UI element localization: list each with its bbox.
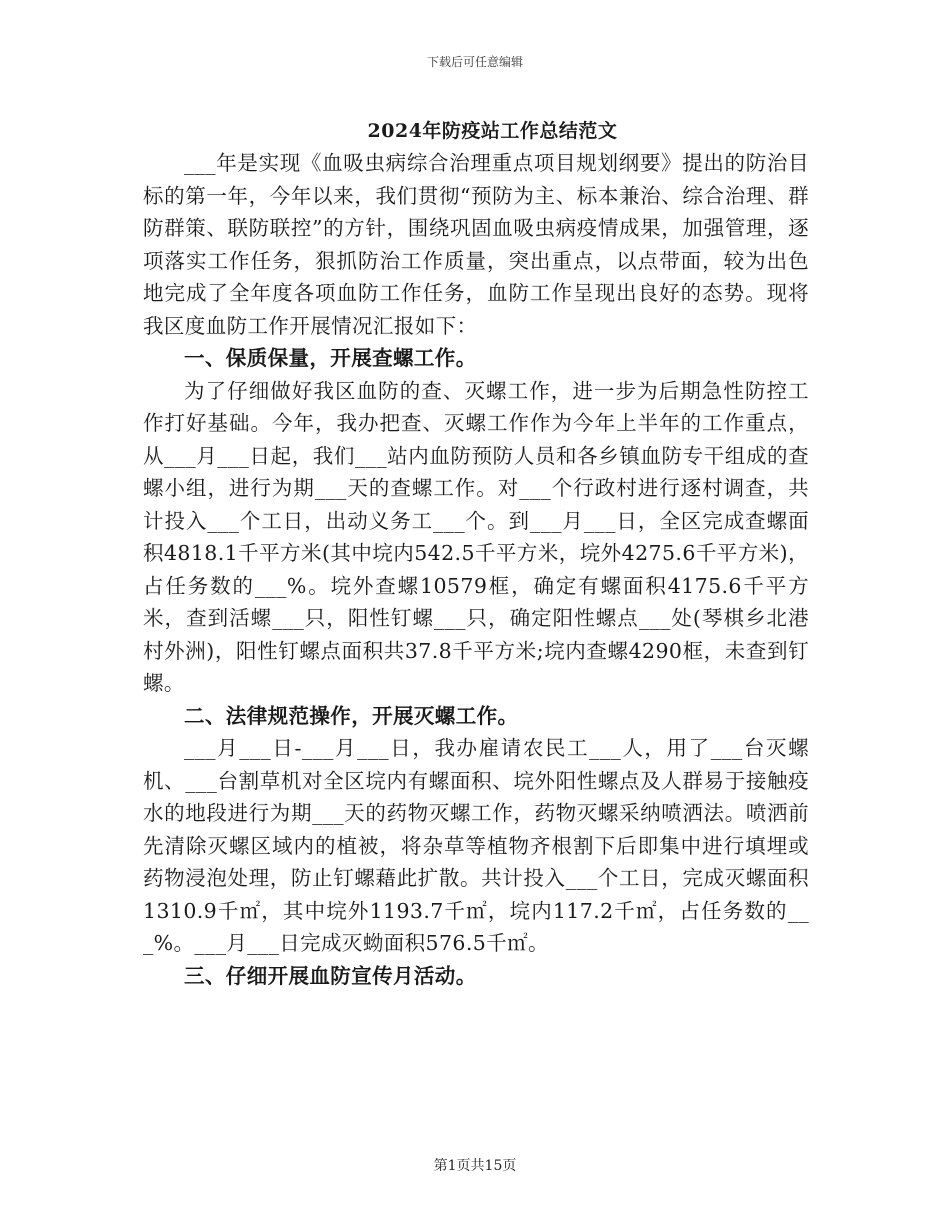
section-heading-2: 二、法律规范操作，开展灭螺工作。	[184, 703, 519, 728]
document-body	[143, 147, 809, 992]
intro-paragraph: ___年是实现《血吸虫病综合治理重点项目规划纲要》提出的防治目标的第一年，今年以来，我们贯彻“预防为主、标本兼治、综合治理、群防群策、联防联控”的方针，围绕巩固血吸虫病疫情成果，加强管理，逐项落实工作任务，狠抓防治工作质量，突出重点，以点带面，较为出色地完成了全年度各项血防工作任务，血防工作呈现出良好的态势。现将我区度血防工作开展情况汇报如下：	[143, 151, 809, 338]
section-heading-1: 一、保质保量，开展查螺工作。	[184, 346, 477, 370]
page-number-footer: 第1页共15页	[433, 1158, 517, 1174]
section-heading-3: 三、仔细开展血防宣传月活动。	[184, 963, 477, 988]
section-paragraph-1: 为了仔细做好我区血防的查、灭螺工作，进一步为后期急性防控工作打好基础。今年，我办把查、灭螺工作作为今年上半年的工作重点，从___月___日起，我们___站内血防预防人员和各乡镇血防专干组成的查螺小组，进行为期___天的查螺工作。对___个行政村进行逐村调查，共计投入___个工日，出动义务工___个。到___月___日，全区完成查螺面积4818.1千平方米(其中垸内542.5千平方米，垸外4275.6千平方米)，占任务数的___%。垸外查螺10579框，确定有螺面积4175.6千平方米，查到活螺___只，阳性钉螺___只，确定阳性螺点___处(琴棋乡北港村外洲)，阳性钉螺点面积共37.8千平方米;垸内查螺4290框，未查到钉螺。	[143, 378, 809, 695]
document-title: 2024年防疫站工作总结范文	[367, 120, 618, 142]
section-paragraph-2: ___月___日-___月___日，我办雇请农民工___人，用了___台灭螺机、___台割草机对全区垸内有螺面积、垸外阳性螺点及人群易于接触疫水的地段进行为期___天的药物灭螺工作，药物灭螺采纳喷洒法。喷洒前先清除灭螺区域内的植被，将杂草等植物齐根割下后即集中进行填埋或药物浸泡处理，防止钉螺藉此扩散。共计投入___个工日，完成灭螺面积1310.9千㎡，其中垸外1193.7千㎡，垸内117.2千㎡，占任务数的___%。___月___日完成灭蚴面积576.5千㎡。	[143, 736, 809, 955]
header-note: 下载后可任意编辑	[426, 55, 523, 69]
